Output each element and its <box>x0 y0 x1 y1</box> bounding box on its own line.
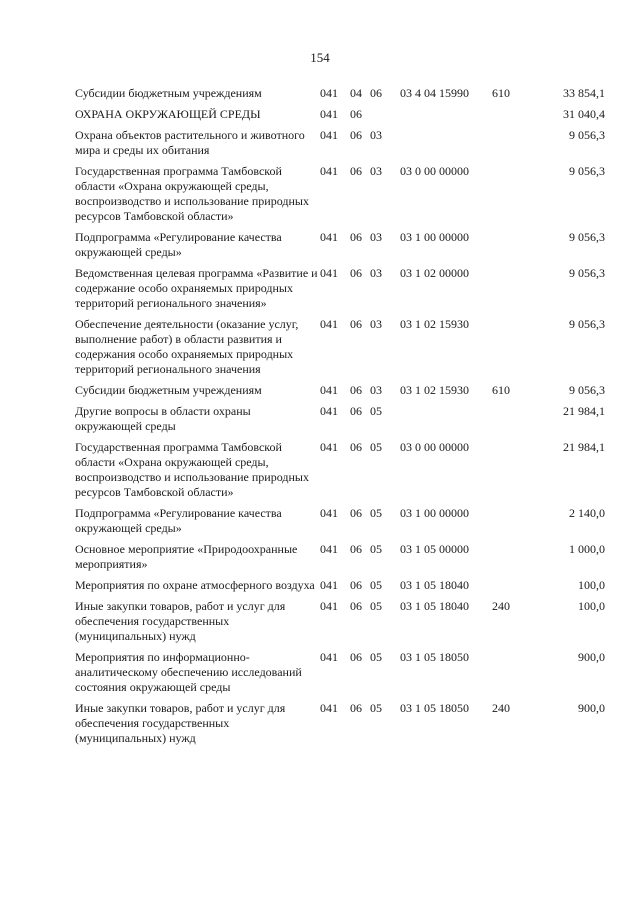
row-ved-code: 041 <box>320 86 338 100</box>
table-row <box>75 86 605 107</box>
table-row <box>75 107 605 128</box>
row-ved-code: 041 <box>320 383 338 397</box>
row-name: Мероприятия по охране атмосферного воздуха <box>75 578 315 592</box>
row-expense-type-code: 610 <box>492 86 510 100</box>
row-target-article-code: 03 4 04 15990 <box>400 86 469 100</box>
row-target-article-code: 03 1 05 18040 <box>400 578 469 592</box>
row-target-article-code: 03 1 00 00000 <box>400 506 469 520</box>
row-ved-code: 041 <box>320 230 338 244</box>
row-amount: 1 000,0 <box>569 542 605 556</box>
row-subsection-code: 06 <box>370 86 382 100</box>
row-amount: 33 854,1 <box>563 86 605 100</box>
row-subsection-code: 05 <box>370 578 382 592</box>
budget-table-body <box>75 86 605 752</box>
row-target-article-code <box>400 128 492 164</box>
budget-table <box>75 86 605 752</box>
row-amount: 100,0 <box>578 578 605 592</box>
row-subsection-code: 05 <box>370 542 382 556</box>
row-subsection-code: 03 <box>370 266 382 280</box>
row-section-code: 06 <box>350 542 362 556</box>
row-target-article-code: 03 1 05 00000 <box>400 542 469 556</box>
row-amount: 9 056,3 <box>569 230 605 244</box>
row-expense-type-code <box>492 266 532 317</box>
row-name: Государственная программа Тамбовской области «Охрана окружающей среды, воспроизводство и использование природных ресурсов Тамбовской области» <box>75 164 309 223</box>
row-amount: 9 056,3 <box>569 266 605 280</box>
row-amount: 9 056,3 <box>569 317 605 331</box>
row-section-code: 06 <box>350 266 362 280</box>
row-expense-type-code <box>492 404 532 440</box>
row-ved-code: 041 <box>320 506 338 520</box>
row-amount: 9 056,3 <box>569 383 605 397</box>
row-name: Субсидии бюджетным учреждениям <box>75 86 262 100</box>
row-ved-code: 041 <box>320 317 338 331</box>
row-expense-type-code <box>492 128 532 164</box>
row-amount: 900,0 <box>578 650 605 664</box>
row-expense-type-code <box>492 506 532 542</box>
table-row <box>75 542 605 578</box>
row-name: Государственная программа Тамбовской области «Охрана окружающей среды, воспроизводство и использование природных ресурсов Тамбовской области» <box>75 440 309 499</box>
row-section-code: 06 <box>350 701 362 715</box>
row-name: Обеспечение деятельности (оказание услуг, выполнение работ) в области развития и содержания особо охраняемых природных территорий регионального значения <box>75 317 299 376</box>
row-section-code: 06 <box>350 599 362 613</box>
row-section-code: 06 <box>350 650 362 664</box>
row-target-article-code: 03 1 02 00000 <box>400 266 469 280</box>
row-amount: 2 140,0 <box>569 506 605 520</box>
row-subsection-code: 03 <box>370 317 382 331</box>
row-subsection-code: 03 <box>370 164 382 178</box>
row-expense-type-code <box>492 164 532 230</box>
table-row <box>75 317 605 383</box>
table-row <box>75 230 605 266</box>
row-name: Иные закупки товаров, работ и услуг для обеспечения государственных (муниципальных) нужд <box>75 599 286 643</box>
row-amount: 900,0 <box>578 701 605 715</box>
row-target-article-code <box>400 107 492 128</box>
row-target-article-code: 03 1 02 15930 <box>400 383 469 397</box>
row-name: Иные закупки товаров, работ и услуг для обеспечения государственных (муниципальных) нужд <box>75 701 286 745</box>
table-row <box>75 164 605 230</box>
row-amount: 9 056,3 <box>569 164 605 178</box>
row-amount: 21 984,1 <box>563 404 605 418</box>
row-subsection-code: 05 <box>370 404 382 418</box>
row-expense-type-code: 240 <box>492 701 510 715</box>
table-row <box>75 650 605 701</box>
row-name: Подпрограмма «Регулирование качества окружающей среды» <box>75 230 282 259</box>
row-expense-type-code <box>492 650 532 701</box>
row-ved-code: 041 <box>320 542 338 556</box>
row-name: Субсидии бюджетным учреждениям <box>75 383 262 397</box>
row-target-article-code: 03 0 00 00000 <box>400 440 469 454</box>
row-target-article-code: 03 1 05 18050 <box>400 701 469 715</box>
row-target-article-code: 03 0 00 00000 <box>400 164 469 178</box>
table-row <box>75 701 605 752</box>
row-section-code: 06 <box>350 317 362 331</box>
row-subsection-code: 05 <box>370 440 382 454</box>
row-amount: 9 056,3 <box>569 128 605 142</box>
row-section-code: 04 <box>350 86 362 100</box>
row-expense-type-code <box>492 230 532 266</box>
row-ved-code: 041 <box>320 404 338 418</box>
page-number: 154 <box>310 50 330 65</box>
row-expense-type-code: 610 <box>492 383 510 397</box>
row-section-code: 06 <box>350 383 362 397</box>
row-subsection-code: 05 <box>370 701 382 715</box>
row-subsection-code: 05 <box>370 599 382 613</box>
row-subsection-code: 03 <box>370 230 382 244</box>
table-row <box>75 383 605 404</box>
row-section-code: 06 <box>350 230 362 244</box>
row-name: ОХРАНА ОКРУЖАЮЩЕЙ СРЕДЫ <box>75 107 261 121</box>
table-row <box>75 128 605 164</box>
row-section-code: 06 <box>350 107 362 121</box>
row-name: Основное мероприятие «Природоохранные мероприятия» <box>75 542 298 571</box>
row-expense-type-code: 240 <box>492 599 510 613</box>
row-ved-code: 041 <box>320 164 338 178</box>
row-ved-code: 041 <box>320 440 338 454</box>
row-section-code: 06 <box>350 164 362 178</box>
row-subsection-code <box>370 107 400 128</box>
row-section-code: 06 <box>350 578 362 592</box>
table-row <box>75 266 605 317</box>
row-expense-type-code <box>492 578 532 599</box>
row-target-article-code: 03 1 00 00000 <box>400 230 469 244</box>
row-target-article-code: 03 1 02 15930 <box>400 317 469 331</box>
row-section-code: 06 <box>350 128 362 142</box>
row-expense-type-code <box>492 440 532 506</box>
row-expense-type-code <box>492 107 532 128</box>
row-amount: 100,0 <box>578 599 605 613</box>
row-name: Ведомственная целевая программа «Развитие и содержание особо охраняемых природных территорий регионального значения» <box>75 266 318 310</box>
row-amount: 31 040,4 <box>563 107 605 121</box>
row-section-code: 06 <box>350 506 362 520</box>
row-subsection-code: 03 <box>370 128 382 142</box>
row-amount: 21 984,1 <box>563 440 605 454</box>
table-row <box>75 578 605 599</box>
row-target-article-code <box>400 404 492 440</box>
row-expense-type-code <box>492 542 532 578</box>
row-name: Мероприятия по информационно-аналитическому обеспечению исследований состояния окружающей среды <box>75 650 302 694</box>
row-ved-code: 041 <box>320 128 338 142</box>
row-expense-type-code <box>492 317 532 383</box>
table-row <box>75 404 605 440</box>
table-row <box>75 599 605 650</box>
row-target-article-code: 03 1 05 18040 <box>400 599 469 613</box>
row-ved-code: 041 <box>320 578 338 592</box>
table-row <box>75 506 605 542</box>
row-section-code: 06 <box>350 440 362 454</box>
row-subsection-code: 05 <box>370 506 382 520</box>
row-ved-code: 041 <box>320 266 338 280</box>
row-subsection-code: 03 <box>370 383 382 397</box>
row-section-code: 06 <box>350 404 362 418</box>
row-target-article-code: 03 1 05 18050 <box>400 650 469 664</box>
row-ved-code: 041 <box>320 701 338 715</box>
row-ved-code: 041 <box>320 107 338 121</box>
row-subsection-code: 05 <box>370 650 382 664</box>
row-name: Охрана объектов растительного и животного мира и среды их обитания <box>75 128 305 157</box>
row-name: Подпрограмма «Регулирование качества окружающей среды» <box>75 506 282 535</box>
row-ved-code: 041 <box>320 650 338 664</box>
table-row <box>75 440 605 506</box>
row-name: Другие вопросы в области охраны окружающей среды <box>75 404 251 433</box>
row-ved-code: 041 <box>320 599 338 613</box>
